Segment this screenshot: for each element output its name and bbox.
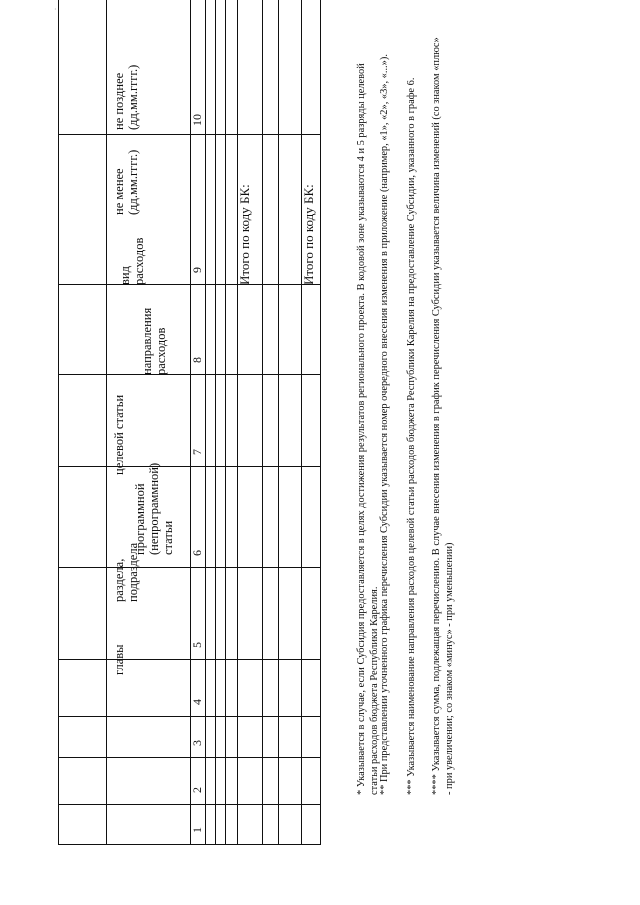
header-programmnoy: программной (непрограммной) статьи [133,462,175,555]
col-num-5: 5 [190,642,204,648]
footnote-4: **** Указывается сумма, подлежащая перечислению. В случае внесения изменения в график перечисления Субсидии указывается величина изменений (со знаком «плюс» - при увеличении; со знаком «минус» - при уменьшении) [431,37,455,795]
header-ne-menee: не менее (дд.мм.гггг.) [112,149,140,215]
col-num-4: 4 [190,699,204,705]
col-num-9: 9 [190,267,204,273]
header-celevoy: целевой статьи [112,394,126,475]
col-num-7: 7 [190,449,204,455]
col-num-2: 2 [190,787,204,793]
itogo-2: Итого по коду БК: [301,184,316,285]
col-num-3: 3 [190,740,204,746]
col-num-6: 6 [190,550,204,556]
col-num-8: 8 [190,357,204,363]
scan-mark: · [54,5,57,14]
header-napravleniya: направления расходов [140,307,168,375]
header-glavy: главы [112,644,126,675]
col-num-10: 10 [190,114,204,126]
header-vid: вид расходов [118,237,146,285]
header-razdela: раздела, подраздела [112,542,140,602]
footnote-1: * Указывается в случае, если Субсидия предоставляется в целях достижения результатов регионального проекта. В кодовой зоне указываются 4 и 5 разряды целевой статьи расходов бюджета Республики Карелия. [356,63,380,795]
col-num-1: 1 [190,827,204,833]
footnote-3: *** Указывается наименование направления расходов целевой статьи расходов бюджета Республики Карелия на предоставление Субсидии, указанного в графе 6. [406,77,417,795]
itogo-1: Итого по коду БК: [237,184,252,285]
footnote-2: ** При представлении уточненного графика перечисления Субсидии указывается номер очередного внесения изменения в приложение (например, «1», «2», «3», «...»). [379,54,390,795]
header-ne-pozdnee: не позднее (дд.мм.гггг.) [112,64,140,130]
